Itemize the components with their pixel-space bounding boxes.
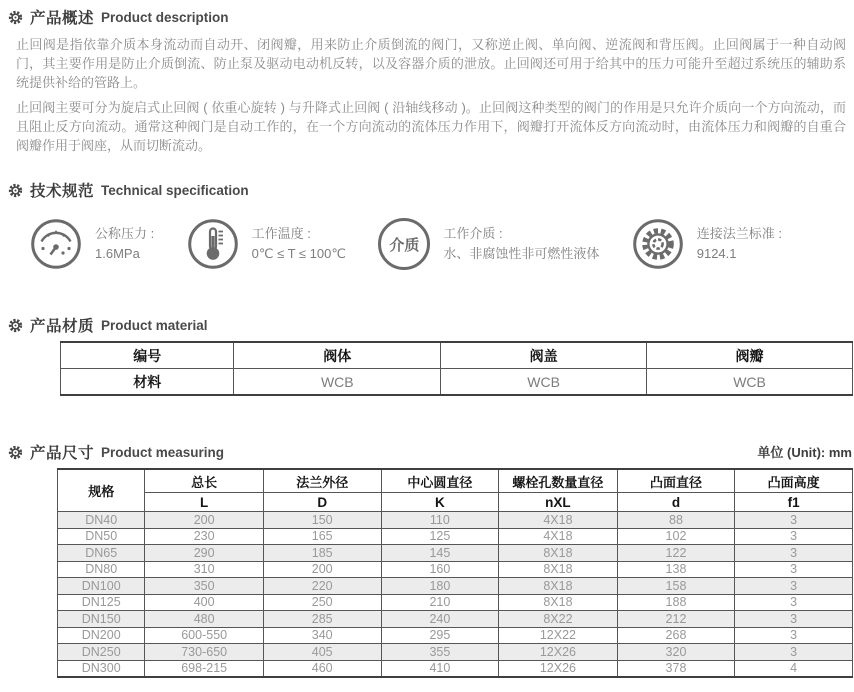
table-row [58,528,853,545]
table-cell: 200 [145,512,263,529]
table-cell: DN40 [58,512,145,529]
table-cell: 480 [145,611,263,628]
table-cell: 12X26 [499,660,617,677]
table-row [58,578,853,595]
spec-value: 9124.1 [696,246,737,261]
table-cell: 8X22 [499,611,617,628]
material-header-row [61,342,853,369]
table-cell: 410 [381,660,499,677]
spec-item-text [252,224,346,264]
table-cell: 165 [263,528,381,545]
table-cell: DN100 [58,578,145,595]
table-cell: WCB [234,369,441,396]
table-cell: 378 [617,660,735,677]
pressure-gauge-icon [30,218,82,270]
gear-bullet-icon [8,10,23,25]
column-header: 凸面高度 [735,469,853,493]
table-cell: 340 [263,627,381,644]
thermometer-icon [187,218,239,270]
spec-item-flange [632,218,782,270]
column-header: 编号 [61,342,234,369]
table-cell: 220 [263,578,381,595]
spec-heading [8,181,854,199]
table-cell: 12X22 [499,627,617,644]
table-cell: 290 [145,545,263,562]
table-cell: 3 [735,627,853,644]
spec-item-temperature [187,218,346,270]
spec-item-text [95,224,154,264]
table-cell: 240 [381,611,499,628]
table-cell: 材料 [61,369,234,396]
table-cell: 3 [735,611,853,628]
table-cell: DN125 [58,594,145,611]
table-row [58,660,853,677]
table-row [58,512,853,529]
column-header: 规格 [58,469,145,512]
table-cell: 295 [381,627,499,644]
spec-item-text [443,224,599,264]
column-header: K [381,493,499,512]
table-cell: DN150 [58,611,145,628]
table-cell: 3 [735,545,853,562]
table-row [58,611,853,628]
table-cell: 698-215 [145,660,263,677]
spec-label: 工作温度 : [251,226,311,241]
table-cell: 268 [617,627,735,644]
table-cell: WCB [647,369,853,396]
spec-title-zh: 技术规范 [30,183,95,200]
spec-item-text [697,224,782,264]
measuring-table [57,468,853,678]
overview-paragraph: 止回阀主要可分为旋启式止回阀 ( 依重心旋转 ) 与升降式止回阀 ( 沿轴线移动 )。止回阀这种类型的阀门的作用是只允许介质向一个方向流动，而且阻止反方向流动。通常这种阀门是自动工作的，在一个方向流动的流体压力作用下，阀瓣打开流体反方向流动时，由流体压力和阀瓣的自重合阀瓣作用于阀座，从而切断流动。 [16,100,846,153]
table-cell: 250 [263,594,381,611]
unit-note: 单位 (Unit): mm [757,445,852,460]
spec-title-en: Technical specification [101,182,249,198]
overview-heading [8,8,854,26]
column-header: 中心圆直径 [381,469,499,493]
column-header: 凸面直径 [617,469,735,493]
column-header: 法兰外径 [263,469,381,493]
table-cell: 8X18 [499,578,617,595]
gear-bullet-icon [8,318,23,333]
table-cell: 138 [617,561,735,578]
table-cell: 320 [617,644,735,661]
gear-bullet-icon [8,445,23,460]
table-row [58,644,853,661]
table-cell: 405 [263,644,381,661]
spec-value: 1.6MPa [95,246,140,261]
gear-bullet-icon [8,183,23,198]
material-title-en: Product material [101,317,208,333]
measuring-heading-row [0,442,854,461]
spec-items-row [30,218,782,270]
column-header: 阀盖 [441,342,647,369]
table-cell: 4X18 [499,512,617,529]
table-cell: 12X26 [499,644,617,661]
column-header: 阀瓣 [647,342,853,369]
overview-paragraph: 止回阀是指依靠介质本身流动而自动开、闭阀瓣，用来防止介质倒流的阀门，又称逆止阀、单向阀、逆流阀和背压阀。止回阀属于一种自动阀门，其主要作用是防止介质倒流、防止泵及驱动电动机反转，以及容器介质的泄放。止回阀还可用于给其中的压力可能升至超过系统压的辅助系统提供补给的管路上。 [16,37,846,90]
table-cell: 88 [617,512,735,529]
table-row [61,369,853,396]
table-cell: 145 [381,545,499,562]
table-row [58,561,853,578]
measuring-title-zh: 产品尺寸 [30,445,95,462]
spec-label: 公称压力 : [95,226,155,241]
table-cell: 125 [381,528,499,545]
table-cell: 3 [735,594,853,611]
table-cell: 110 [381,512,499,529]
column-header: L [145,493,263,512]
table-cell: 102 [617,528,735,545]
spec-value: 水、非腐蚀性非可燃性液体 [443,246,600,261]
table-cell: 400 [145,594,263,611]
table-cell: DN65 [58,545,145,562]
medium-badge-icon: 介质 [378,218,430,270]
spec-item-pressure [30,218,154,270]
measuring-title-en: Product measuring [101,444,225,460]
table-cell: 4X18 [499,528,617,545]
overview-title-en: Product description [101,9,229,25]
material-heading [8,316,854,334]
table-cell: 212 [617,611,735,628]
table-row [58,627,853,644]
table-cell: 158 [617,578,735,595]
section-measuring [0,442,854,678]
table-cell: 355 [381,644,499,661]
table-cell: 3 [735,578,853,595]
column-header: 阀体 [234,342,441,369]
table-cell: 8X18 [499,545,617,562]
spec-item-medium [378,218,599,270]
table-cell: 8X18 [499,561,617,578]
table-cell: 350 [145,578,263,595]
table-cell: DN200 [58,627,145,644]
table-cell: 730-650 [145,644,263,661]
table-cell: WCB [441,369,647,396]
table-cell: 4 [735,660,853,677]
table-cell: 210 [381,594,499,611]
measuring-heading [8,443,224,461]
table-row [58,594,853,611]
spec-value: 0℃ ≤ T ≤ 100℃ [251,246,346,261]
material-table [60,341,853,396]
table-cell: 188 [617,594,735,611]
table-cell: 3 [735,528,853,545]
spec-label: 工作介质 : [443,226,503,241]
table-cell: 122 [617,545,735,562]
material-title-zh: 产品材质 [30,318,95,335]
table-cell: 3 [735,512,853,529]
table-cell: 285 [263,611,381,628]
section-overview [0,8,854,155]
table-cell: 600-550 [145,627,263,644]
table-row [58,545,853,562]
column-header: 总长 [145,469,263,493]
table-cell: 230 [145,528,263,545]
table-cell: 310 [145,561,263,578]
overview-title-zh: 产品概述 [30,10,95,27]
column-header: D [263,493,381,512]
table-cell: 180 [381,578,499,595]
section-technical-spec [0,181,854,270]
measuring-header-row-symbols [58,493,853,512]
table-cell: DN80 [58,561,145,578]
table-cell: DN50 [58,528,145,545]
section-material [0,316,854,396]
table-cell: DN300 [58,660,145,677]
column-header: f1 [735,493,853,512]
table-cell: 460 [263,660,381,677]
measuring-header-row-zh [58,469,853,493]
table-cell: 150 [263,512,381,529]
table-cell: 185 [263,545,381,562]
column-header: d [617,493,735,512]
table-cell: 200 [263,561,381,578]
table-cell: 160 [381,561,499,578]
column-header: 螺栓孔数量直径 [499,469,617,493]
column-header: nXL [499,493,617,512]
gear-icon [632,218,684,270]
table-cell: 3 [735,644,853,661]
table-cell: 3 [735,561,853,578]
spec-label: 连接法兰标准 : [696,226,782,241]
overview-paragraphs [16,35,846,155]
table-cell: 8X18 [499,594,617,611]
table-cell: DN250 [58,644,145,661]
